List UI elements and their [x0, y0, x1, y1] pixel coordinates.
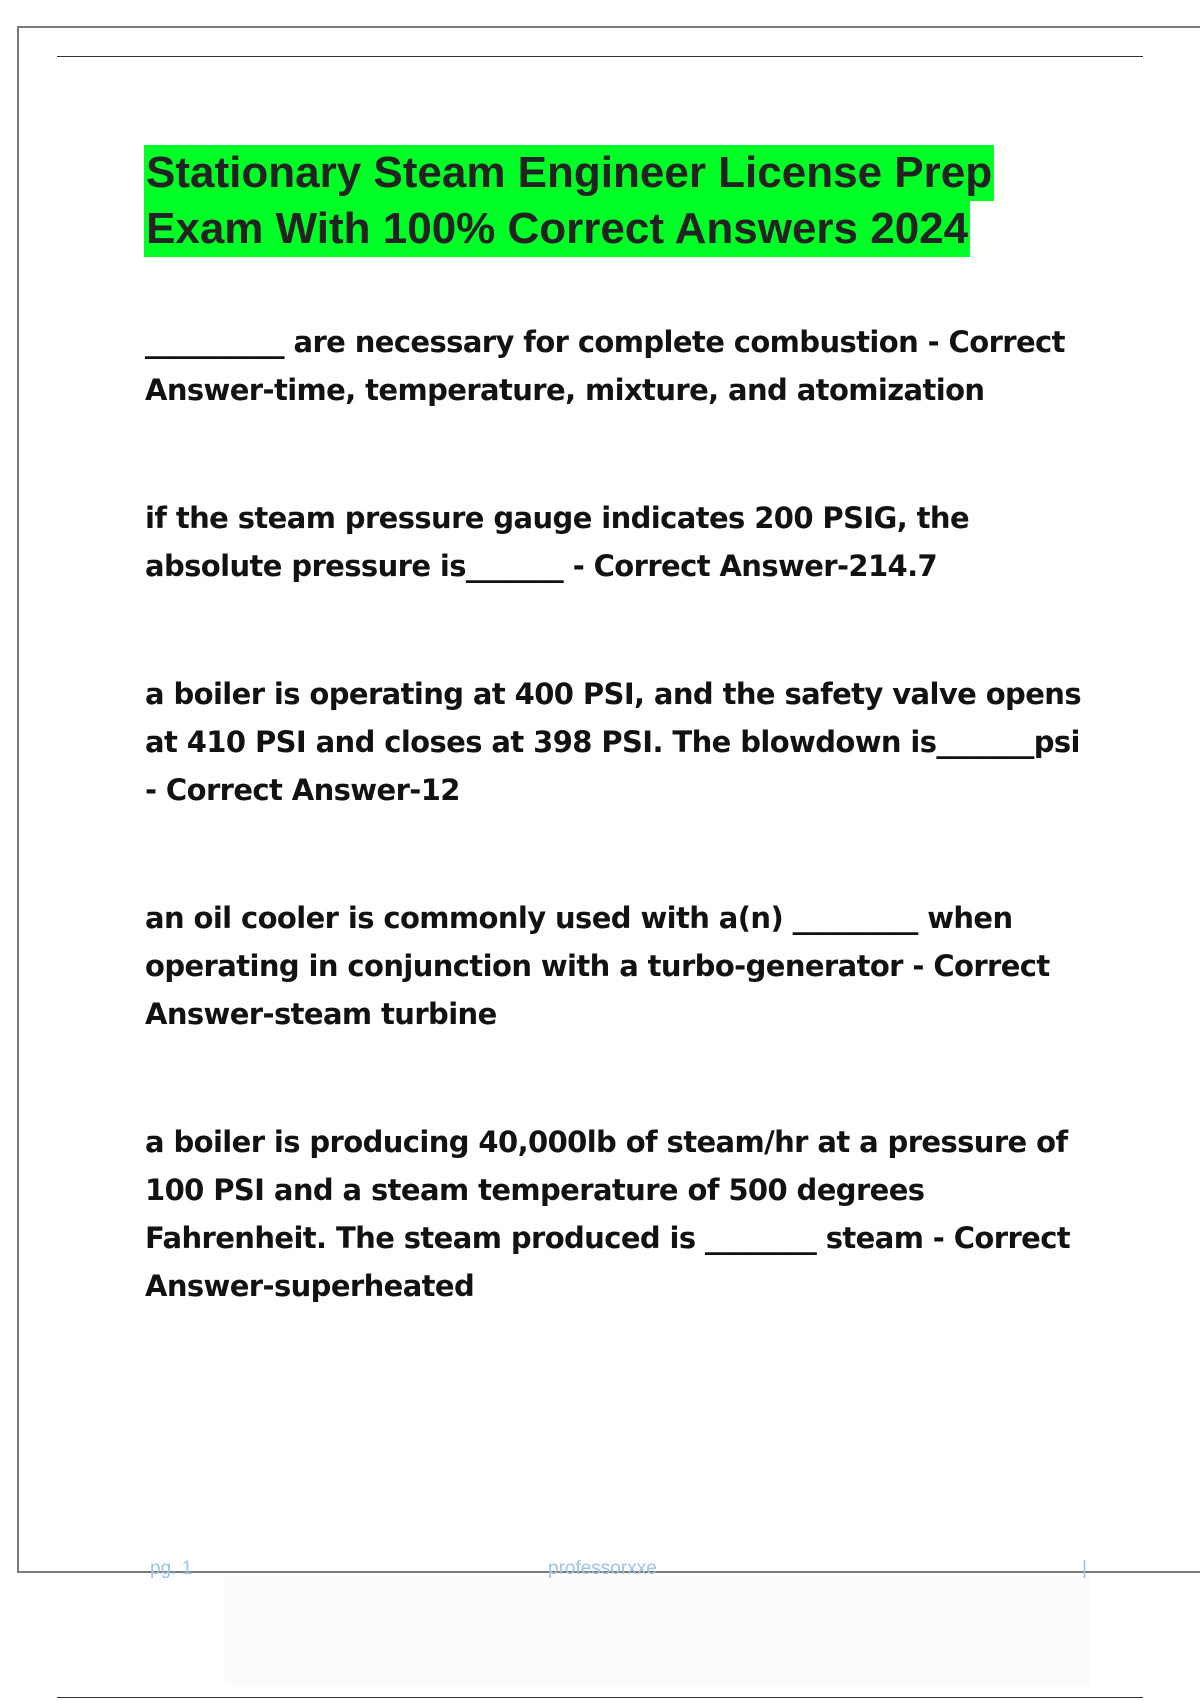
qa-item-2: if the steam pressure gauge indicates 200 PSIG, the absolute pressure is_______ - Correct Answer-214.7 [145, 501, 970, 583]
qa-item-1: __________ are necessary for complete combustion - Correct Answer-time, temperature, mixture, and atomization [145, 325, 1065, 407]
qa-item-5: a boiler is producing 40,000lb of steam/hr at a pressure of 100 PSI and a steam temperature of 500 degrees Fahrenheit. The steam produced is ________ steam - Correct Answer-superheated [145, 1125, 1071, 1303]
page-number: pg. 1 [150, 1558, 193, 1579]
qa-item-4: an oil cooler is commonly used with a(n) _________ when operating in conjunction with a turbo-generator - Correct Answer-steam turbine [145, 901, 1050, 1031]
footer-mark: | [1082, 1558, 1087, 1579]
header-rule [57, 56, 1143, 57]
document-title [144, 145, 1089, 257]
title-line-1: Stationary Steam Engineer License Prep [144, 145, 994, 201]
title-line-2: Exam With 100% Correct Answers 2024 [144, 201, 970, 257]
qa-list [145, 318, 1095, 1310]
page-footer [0, 1558, 1200, 1588]
footer-shade [225, 1576, 1090, 1686]
footer-site: professorxxe [548, 1558, 657, 1579]
qa-item-3: a boiler is operating at 400 PSI, and the safety valve opens at 410 PSI and closes at 398 PSI. The blowdown is_______psi - Correct Answer-12 [145, 677, 1081, 807]
bottom-rule [57, 1697, 1143, 1698]
